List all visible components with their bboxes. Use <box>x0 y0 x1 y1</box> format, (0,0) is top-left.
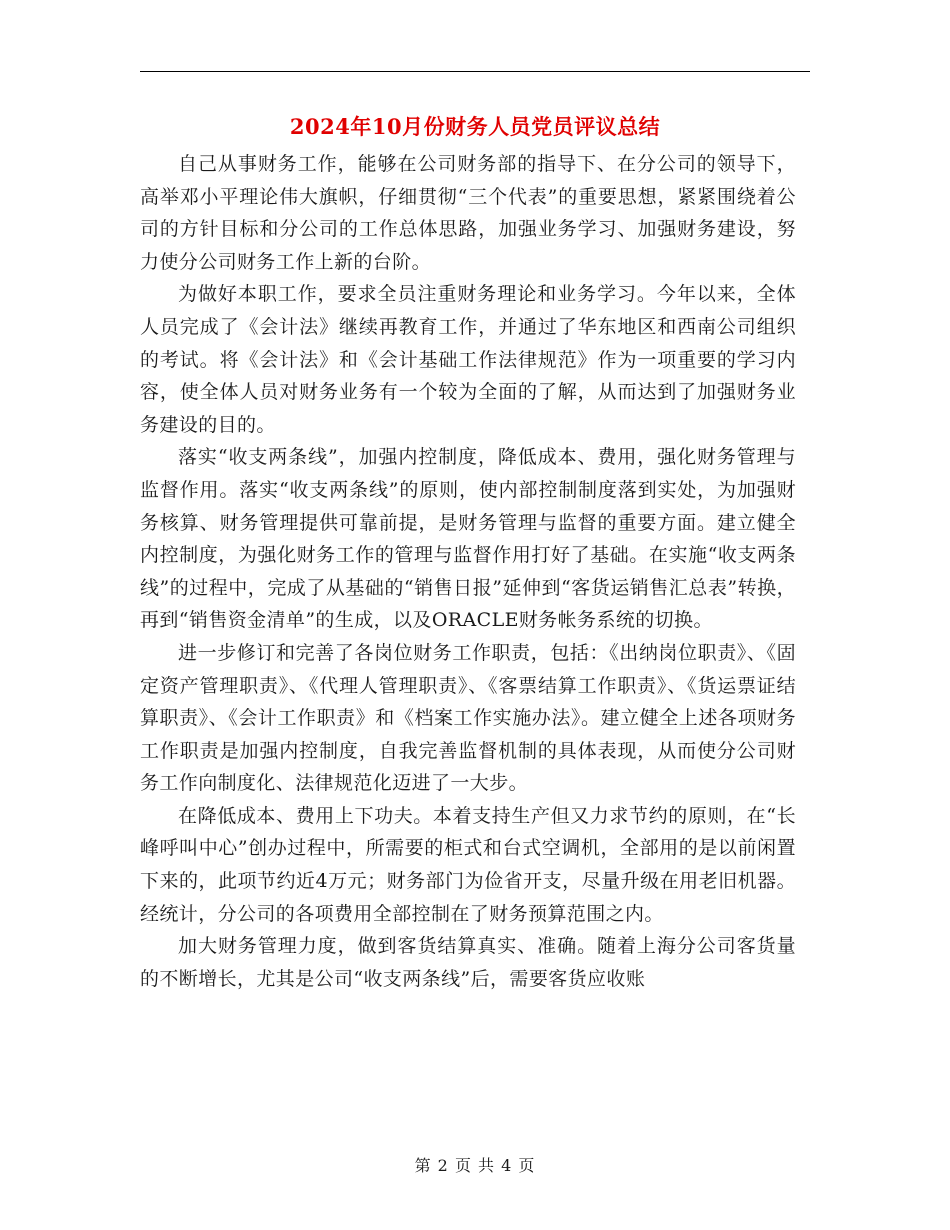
document-body <box>140 148 796 995</box>
paragraph: 进一步修订和完善了各岗位财务工作职责，包括：《出纳岗位职责》、《固定资产管理职责》、《代理人管理职责》、《客票结算工作职责》、《货运票证结算职责》、《会计工作职责》和《档案工作实施办法》。建立健全上述各项财务工作职责是加强内控制度，自我完善监督机制的具体表现，从而使分公司财务工作向制度化、法律规范化迈进了一大步。 <box>140 641 796 795</box>
paragraph: 为做好本职工作，要求全员注重财务理论和业务学习。今年以来，全体人员完成了《会计法》继续再教育工作，并通过了华东地区和西南公司组织的考试。将《会计法》和《会计基础工作法律规范》作为一项重要的学习内容，使全体人员对财务业务有一个较为全面的了解，从而达到了加强财务业务建设的目的。 <box>140 283 796 436</box>
paragraph: 自己从事财务工作，能够在公司财务部的指导下、在分公司的领导下，高举邓小平理论伟大旗帜，仔细贯彻“三个代表”的重要思想，紧紧围绕着公司的方针目标和分公司的工作总体思路，加强业务学习、加强财务建设，努力使分公司财务工作上新的台阶。 <box>140 153 796 273</box>
paragraph: 在降低成本、费用上下功夫。本着支持生产但又力求节约的原则，在“长峰呼叫中心”创办过程中，所需要的柜式和台式空调机，全部用的是以前闲置下来的，此项节约近4万元；财务部门为俭省开支，尽量升级在用老旧机器。经统计，分公司的各项费用全部控制在了财务预算范围之内。 <box>140 804 796 925</box>
document-title: 2024年10月份财务人员党员评议总结 <box>289 114 661 139</box>
paragraph: 落实“收支两条线”，加强内控制度，降低成本、费用，强化财务管理与监督作用。落实“收支两条线”的原则，使内部控制制度落到实处，为加强财务核算、财务管理提供可靠前提，是财务管理与监督的重要方面。建立健全内控制度，为强化财务工作的管理与监督作用打好了基础。在实施“收支两条线”的过程中，完成了从基础的“销售日报”延伸到“客货运销售汇总表”转换，再到“销售资金清单”的生成，以及ORACLE财务帐务系统的切换。 <box>140 446 796 632</box>
header-rule <box>140 71 810 72</box>
page-number-footer: 第 2 页 共 4 页 <box>414 1156 536 1175</box>
paragraph: 加大财务管理力度，做到客货结算真实、准确。随着上海分公司客货量的不断增长，尤其是公司“收支两条线”后，需要客货应收账 <box>140 935 796 990</box>
